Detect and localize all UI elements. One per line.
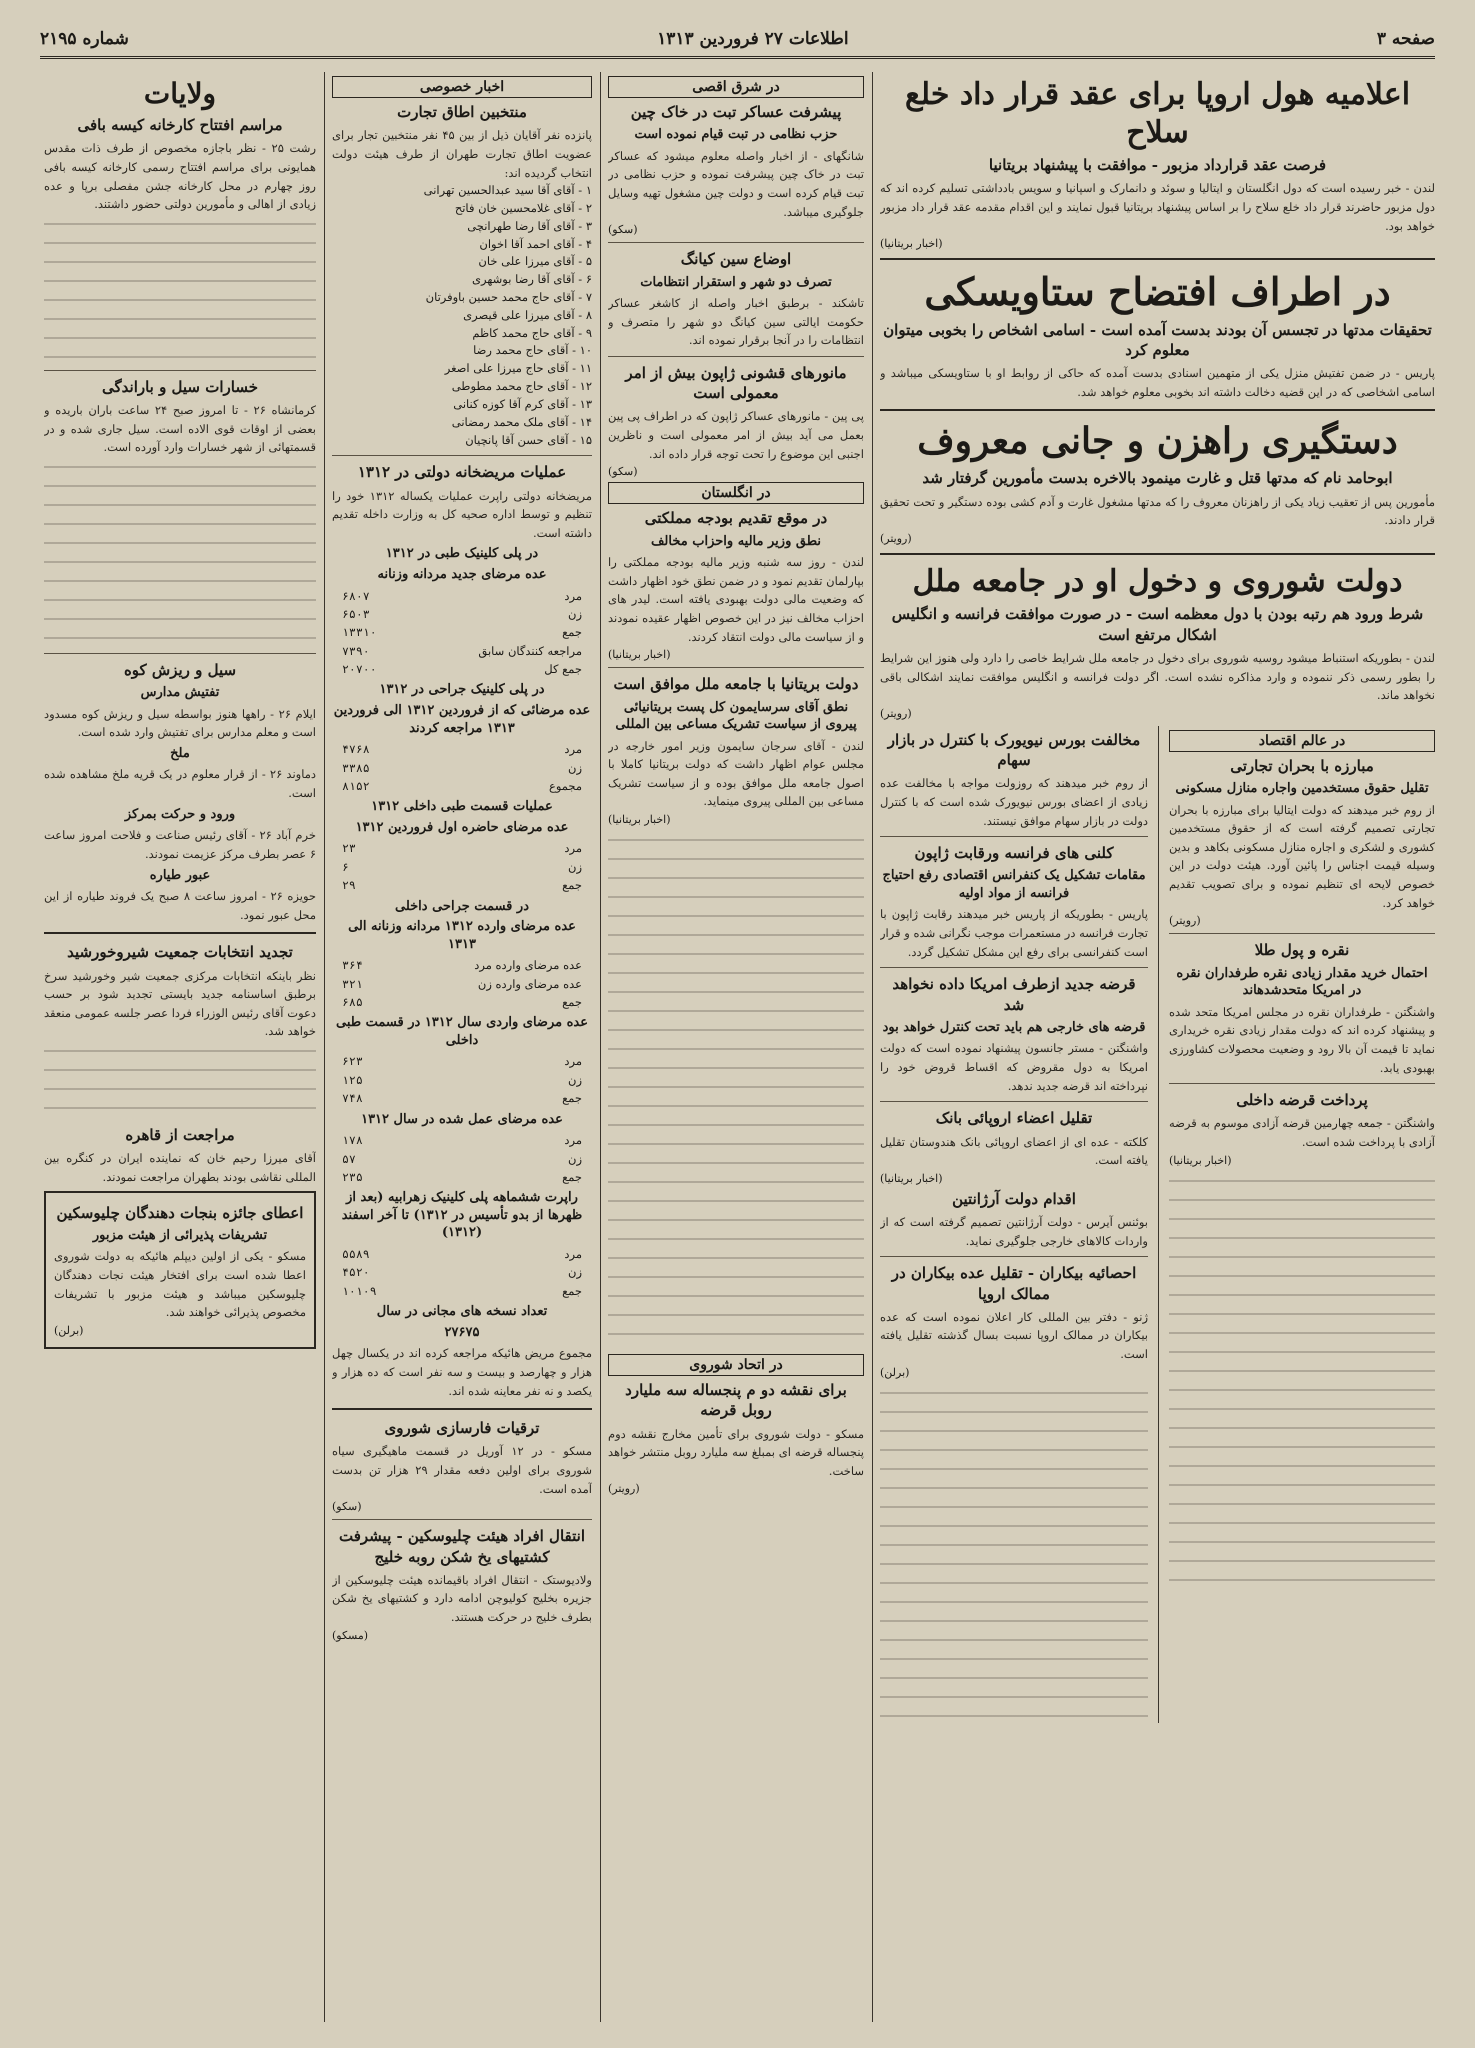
subhead-debt: قرضه های خارجی هم باید تحت کنترل خواهد بود (882, 1019, 1146, 1035)
subhead-internal-surgery: عده مرضای وارده ۱۳۱۲ مردانه وزنانه الی ۱۳۱۳ (348, 919, 576, 952)
divider (608, 356, 864, 357)
stat-value: ۱۰۱۰۹ (342, 1283, 377, 1298)
headline-argentina: اقدام دولت آرژانتین (952, 1189, 1076, 1208)
article-gold: واشنگتن - طرفداران نقره در مجلس امریکا متحد شده و پیشنهاد کرده اند که دولت مقدار زیادی نقره خریداری نماید تا قیمت آن بالا رود و وضعیت محصولات کشاورزی بهبودی یابد. (1168, 1004, 1435, 1075)
stat-row (332, 1150, 592, 1168)
stat-label: زن (568, 859, 582, 874)
stat-row (332, 839, 592, 857)
headline-soviet-fishing: ترقیات فارسازی شوروی (384, 1419, 540, 1438)
stat-row (332, 740, 592, 758)
headline-internal-surgery: در قسمت جراحی داخلی (394, 898, 529, 914)
column-foreign-news (880, 72, 1435, 2022)
source-japan-maneuvers: (سکو) (608, 465, 638, 479)
source-bank: (اخبار بریتانیا) (880, 1171, 943, 1185)
member-item: ۸ - آقای میرزا علی قیصری (463, 307, 592, 322)
stats-internal-surgery (332, 956, 592, 1011)
stat-label: مرد (564, 841, 582, 856)
column-provinces (44, 72, 316, 2022)
stat-row (332, 587, 592, 605)
headline-airplane: عبور طیاره (149, 867, 211, 883)
stat-value: ۳۲۱ (342, 976, 363, 991)
article-japan-rivalry: پاریس - بطوریکه از پاریس خبر میدهند رقابت ژاپون با تجارت فرانسه در مستعمرات موجب نگرانی شده و قرار است کنفرانسی برای رفع این مشکل تشکیل گردد. (880, 907, 1148, 959)
stat-row (332, 1282, 592, 1300)
stat-row (332, 605, 592, 623)
headline-tibet: پیشرفت عساکر تبت در خاک چین (630, 103, 842, 121)
article-debt: واشنگتن - مستر جانسون پیشنهاد نموده است که دولت امریکا به دول مقروض که اقساط قروض خود را نپرداخته اند قرضه جدید ندهد. (880, 1041, 1148, 1093)
member-item: ۴ - آقای احمد آقا اخوان (479, 236, 592, 251)
column-rule (872, 72, 873, 2022)
article-five-year-loan: مسکو - دولت شوروی برای تأمین مخارج نقشه دوم پنجساله قرضه ای بمبلغ سه ملیارد روبل منتشر خواهد ساخت. (608, 1426, 864, 1478)
stat-value: ۴۵۲۰ (342, 1265, 370, 1280)
column-rule (600, 72, 601, 2022)
stat-value: ۷۳۹۰ (342, 643, 370, 658)
text-continuation (1169, 1171, 1435, 1591)
stat-value: ۲۳۵ (342, 1169, 363, 1184)
member-item: ۵ - آقای میرزا علی خان (478, 254, 592, 269)
source-award: (برلن) (54, 1323, 84, 1337)
stat-row (332, 1168, 592, 1186)
stats-operations (332, 1131, 592, 1186)
member-item: ۲ - آقای غلامحسین خان فاتح (454, 200, 592, 215)
stats-internal-medicine (332, 839, 592, 894)
subhead-disarmament: فرصت عقد قرارداد مزبور - موافقت با پیشنهاد بریتانیا (988, 156, 1327, 174)
article-argentina: بوئنس آیرس - دولت آرژانتین تصمیم گرفته است که از واردات کالاهای خارجی جلوگیری نماید. (880, 1215, 1148, 1248)
headline-soviet-league: دولت شوروی و دخول او در جامعه ملل (912, 563, 1403, 599)
headline-bank: تقلیل اعضاء اروپائی بانک (935, 1109, 1093, 1128)
headline-free-prescriptions: تعداد نسخه های مجانی در سال (376, 1304, 548, 1320)
headline-operations: عده مرضای عمل شده در سال ۱۳۱۲ (361, 1111, 563, 1127)
article-airplane: حویزه ۲۶ - امروز ساعت ۸ صبح یک فروند طیاره از این محل عبور نمود. (44, 889, 316, 922)
headline-disarmament: اعلامیه هول اروپا برای عقد قرار داد خلع سلاح (904, 77, 1411, 150)
member-item: ۱۵ - آقای حسن آقا پانچیان (465, 432, 592, 447)
headline-japan-maneuvers: مانورهای قشونی ژاپون بیش از امر معمولی است (625, 363, 847, 403)
divider (332, 1519, 592, 1520)
article-sinkiang: تاشکند - برطبق اخبار واصله از کاشغر عساکر حکومت ایالتی سین کیانگ دو شهر را متصرف و انتظامات را در آنجا برقرار نموده اند. (608, 296, 864, 348)
stat-label: زن (568, 1265, 582, 1280)
article-red-lion: نظر باینکه انتخابات مرکزی جمعیت شیر وخورشید سرخ برطبق اساسنامه جدید بایستی تجدید شود بر حسب دعوت آقای رئیس الوزراء فردا عصر جلسه عمومی منعقد خواهد شد. (44, 968, 316, 1039)
source-disarmament: (اخبار بریتانیا) (880, 237, 943, 251)
stat-label: جمع (562, 1169, 582, 1184)
stat-row (332, 1089, 592, 1107)
source-bandit: (رویتر) (880, 531, 912, 545)
headline-locusts: ملخ (170, 745, 190, 761)
article-soviet-fishing: مسکو - در ۱۲ آوریل در قسمت ماهیگیری سیاه شوروی برای اولین دفعه مقدار ۲۹ هزار تن بدست آمده است. (332, 1444, 592, 1496)
stat-value: ۲۳ (342, 841, 356, 856)
article-budget: لندن - روز سه شنبه وزیر مالیه بودجه مملکتی را بپارلمان تقدیم نمود و در ضمن نطق خود اظهار داشت که وضعیت مالی دولت بهبودی یافته است. لیدر های احزاب مخالف نیز در این خصوص اظهار عقیده نمودند و از سیاست مالی دولت انتقاد کردند. (608, 555, 864, 644)
stat-value: ۲۹ (342, 878, 356, 893)
divider (880, 1256, 1148, 1257)
stat-row (332, 956, 592, 974)
stat-value: ۵۷ (342, 1151, 356, 1166)
stat-label: زن (568, 1151, 582, 1166)
text-continuation (44, 1041, 316, 1121)
headline-debt: قرضه جدید ازطرف امریکا داده نخواهد شد (892, 975, 1136, 1014)
stat-label: زن (568, 1072, 582, 1087)
stat-value: ۱۲۵ (342, 1072, 363, 1087)
headline-internal-medicine: عملیات قسمت طبی داخلی ۱۳۱۲ (371, 799, 553, 815)
headline-unemployment: احصائیه بیکاران - تقلیل عده بیکاران در ممالک اروپا (891, 1264, 1137, 1303)
stats-clinic-surgery (332, 740, 592, 795)
stat-label: مرد (564, 588, 582, 603)
member-item: ۶ - آقای آقا رضا بوشهری (472, 272, 592, 287)
member-item: ۳ - آقای آقا رضا طهرانچی (467, 218, 592, 233)
headline-sinkiang: اوضاع سین کیانگ (680, 250, 792, 269)
text-continuation (880, 1383, 1148, 1723)
stat-value: ۳۳۸۵ (342, 760, 370, 775)
stat-row (332, 876, 592, 894)
article-bank: کلکته - عده ای از اعضای اروپائی بانک هندوستان تقلیل یافته است. (880, 1134, 1148, 1168)
section-economy: در عالم اقتصاد (1169, 730, 1435, 752)
boxed-chelyuskin-award (44, 1191, 316, 1349)
article-landslide: ایلام ۲۶ - راهها هنوز بواسطه سیل و ریزش کوه مسدود است و معلم مدارس برای تفتیش وارد شده است. (44, 706, 316, 740)
stat-value: ۳۶۴ (342, 958, 363, 973)
subhead-gold: احتمال خرید مقدار زیادی نقره طرفداران نقره در امریکا متحدشدهاند (1176, 965, 1428, 999)
headline-bourse: مخالفت بورس نیویورک با کنترل در بازار سهام (887, 730, 1141, 769)
stat-value: ۱۳۳۱۰ (342, 625, 377, 640)
economy-column (1169, 726, 1435, 1723)
article-factory: رشت ۲۵ - نظر باجازه مخصوص از طرف ذات مقدس همایونی برای مراسم افتتاح رسمی کارخانه کیسه بافی روز چهارم در محل کارخانه جشن مفصلی برپا و عده زیادی از اهالی و مأمورین دولتی حضور داشتند. (44, 141, 316, 212)
stat-value: ۶۲۳ (342, 1054, 363, 1069)
headline-hospital: عملیات مریضخانه دولتی در ۱۳۱۲ (357, 463, 567, 482)
article-loan: واشنگتن - جمعه چهارمین قرضه آزادی موسوم به قرضه آزادی با پرداخت شده است. (1168, 1116, 1435, 1150)
stats-admissions (332, 1052, 592, 1107)
member-item: ۱ - آقای آقا سید عبدالحسین تهرانی (423, 183, 592, 198)
subhead-landslide: تفتیش مدارس (140, 685, 220, 701)
article-unemployment: ژنو - دفتر بین المللی کار اعلان نموده است که عده بیکاران در ممالک اروپا نسبت بسال گذشته تقلیل یافته است. (880, 1309, 1148, 1362)
article-arrival: خرم آباد ۲۶ - آقای رئیس صناعت و فلاحت امروز ساعت ۶ عصر بطرف مرکز عزیمت نمودند. (44, 828, 316, 861)
stat-value: ۱۷۸ (342, 1133, 363, 1148)
stat-label: جمع (562, 625, 582, 640)
section-far-east: در شرق اقصی (608, 76, 864, 98)
member-item: ۷ - آقای حاج محمد حسین باوفرتان (425, 290, 592, 304)
stat-value: ۶۸۵ (342, 994, 363, 1009)
subhead-award: تشریفات پذیرائی از هیئت مزبور (92, 1227, 268, 1243)
source-chelyuskin: (مسکو) (332, 1628, 369, 1642)
section-provinces: ولایات (143, 77, 217, 110)
text-continuation (44, 214, 316, 364)
column-rule (1158, 726, 1159, 1723)
source-unemployment: (برلن) (880, 1365, 910, 1379)
section-ussr: در اتحاد شوروی (608, 1354, 864, 1376)
article-league-support: لندن - آقای سرجان سایمون وزیر امور خارجه در مجلس عوام اظهار داشت که دولت بریتانیا کاملا با اصول جامعه ملل موافق بوده و از سیاست تشریک مساعی بین المللی پیروی مینماید. (608, 738, 864, 809)
headline-zahrabieh: راپرت ششماهه پلی کلینیک زهرابیه (بعد از ظهرها از بدو تأسیس در ۱۳۱۲) تا آخر اسفند (۱۳۱۲) (341, 1190, 583, 1241)
source-five-year-loan: (رویتر) (608, 1482, 640, 1496)
divider (1169, 1083, 1435, 1084)
stat-row (332, 1052, 592, 1070)
business-column (880, 726, 1148, 1723)
stat-value: ۶۸۰۷ (342, 588, 370, 603)
article-economy: از روم خبر میدهند که دولت ایتالیا برای مبارزه با بحران تجارتی تصمیم گرفته است که از حقوق مستخدمین کشوری و لشکری و اجاره منازل مسکونی بکاهد و بدین وسیله قیمت اجناس را پائین آورد. هیئت دولت در این خصوص لایحه ای تنظیم نموده و برای تصویب تقدیم خواهد کرد. (1168, 802, 1435, 910)
divider (880, 409, 1435, 411)
stat-value: ۷۴۸ (342, 1091, 363, 1106)
article-stavisky: پاریس - در ضمن تفتیش منزل یکی از متهمین اسنادی بدست آمده که حاکی از روابط او با ستاویسکی میباشد و اسامی اشخاصی که در این قضیه دخالت داشته اند بخوبی معلوم خواهد شد. (880, 366, 1435, 399)
headline-budget: در موقع تقدیم بودجه مملکتی (644, 509, 828, 528)
subhead-stavisky: تحقیقات مدتها در تجسس آن بودند بدست آمده است - اسامی اشخاص را بخوبی میتوان معلوم کرد (883, 320, 1432, 359)
headline-five-year-loan: برای نقشه دو م پنجساله سه ملیارد روبل قرضه (625, 1381, 847, 1420)
member-item: ۱۴ - آقای ملک محمد رمضانی (451, 414, 592, 429)
article-tibet: شانگهای - از اخبار واصله معلوم میشود که عساکر تبت در خاک چین پیشرفت نموده و حزب نظامی در تبت قیام کرده است و دولت چین مشغول تهیه وسایل جلوگیری میباشد. (608, 148, 864, 219)
headline-admissions: عده مرضای واردی سال ۱۳۱۲ در قسمت طبی داخلی (335, 1015, 589, 1048)
article-locusts: دماوند ۲۶ - از قرار معلوم در یک قریه ملخ مشاهده شده است. (44, 767, 316, 801)
page-number: صفحه ۳ (1376, 29, 1435, 49)
stat-row (332, 660, 592, 678)
section-england: در انگلستان (608, 482, 864, 504)
headline-gold: نقره و پول طلا (1254, 941, 1350, 960)
subhead-clinic-surgery: عده مرضائی که از فروردین ۱۳۱۲ الی فروردین ۱۳۱۳ مراجعه کردند (333, 703, 591, 736)
stat-row (332, 759, 592, 777)
headline-factory: مراسم افتتاح کارخانه کیسه بافی (77, 116, 283, 134)
text-continuation (608, 830, 864, 1350)
divider (880, 967, 1148, 968)
stat-label: جمع (562, 878, 582, 893)
stat-row (332, 993, 592, 1011)
column-rule (324, 72, 325, 2022)
subhead-bandit: ابوحامد نام که مدتها قتل و غارت مینمود بالاخره بدست مأمورین گرفتار شد (922, 469, 1393, 488)
subhead-economy: تقلیل حقوق مستخدمین واجاره منازل مسکونی (1175, 781, 1429, 796)
headline-flood: خسارات سیل و باراندگی (102, 377, 258, 396)
stat-label: جمع (562, 994, 582, 1009)
stat-label: مرد (564, 1054, 582, 1069)
divider (332, 455, 592, 456)
stat-row (332, 1263, 592, 1281)
column-domestic (332, 72, 592, 2022)
stat-value: ۵۵۸۹ (342, 1247, 370, 1261)
article-flood: کرمانشاه ۲۶ - تا امروز صبح ۲۴ ساعت باران باریده و بعضی از اوقات قوی الاده است. سیل جاری شده و در قسمتهائی از شهر خسارات وارد آورده است. (44, 403, 316, 455)
article-disarmament: لندن - خبر رسیده است که دول انگلستان و ایتالیا و سوئد و دانمارک و اسپانیا و سویس بادداشتی تسلیم کرده اند که دول مزبور حاضرند قرار داد خلع سلاح را بر اساس پیشنهاد بریتانیا قبول نمایند و این اقدام مقدمه عقد قرار داد مزبور خواهد بود. (880, 181, 1435, 233)
subhead-budget: نطق وزیر مالیه واحزاب مخالف (650, 533, 822, 549)
stat-label: عده مرضای وارده زن (477, 976, 582, 991)
stat-value: ۲۰۷۰۰ (342, 662, 377, 677)
subhead-soviet-league: شرط ورود هم رتبه بودن با دول معظمه است - در صورت موافقت فرانسه و انگلیس اشکال مرتفع است (891, 605, 1424, 644)
masthead (40, 22, 1435, 59)
text-continuation (44, 457, 316, 647)
subhead-sinkiang: تصرف دو شهر و استقرار انتظامات (640, 274, 832, 290)
lower-split (880, 726, 1435, 1723)
paper-date: اطلاعات ۲۷ فروردین ۱۳۱۳ (657, 29, 849, 49)
subhead-clinic-medical: عده مرضای جدید مردانه وزنانه (377, 566, 547, 582)
stat-label: جمع (562, 1283, 582, 1298)
stat-label: مرد (564, 1247, 582, 1261)
stat-row (332, 1131, 592, 1149)
stat-label: جمع (562, 1091, 582, 1106)
article-bandit: مأمورین پس از تعقیب زیاد یکی از راهزنان معروف را که مدتها مشغول غارت و آدم کشی بوده دستگیر و تحت تحقیق قرار دادند. (880, 494, 1435, 528)
divider (608, 667, 864, 668)
stat-label: مجموع (548, 778, 582, 793)
subhead-league-support: نطق آقای سرسایمون کل پست بریتانیائی پیروی از سیاست تشریک مساعی بین المللی (615, 699, 857, 733)
headline-stavisky: در اطراف افتضاح ستاویسکی (924, 269, 1391, 315)
member-item: ۹ - آقای حاج محمد کاظم (472, 325, 592, 340)
stat-row (332, 1245, 592, 1263)
stat-label: زن (568, 606, 582, 621)
subhead-japan-rivalry: مقامات تشکیل یک کنفرانس اقتصادی رفع احتیاج فرانسه از مواد اولیه (882, 868, 1146, 901)
article-bourse: از روم خبر میدهند که روزولت مواجه با مخالفت عده زیادی از اعضای بورس نیویورک شده است که با کنترل دولت در بازار سهام موافق نیستند. (880, 776, 1148, 828)
headline-clinic-medical: در پلی کلینیک طبی در ۱۳۱۲ (385, 546, 539, 562)
value-free-prescriptions: ۲۷۶۷۵ (444, 1324, 480, 1340)
stat-row (332, 642, 592, 660)
source-league-support: (اخبار بریتانیا) (608, 813, 671, 827)
source-soviet-league: (رویتر) (880, 706, 912, 720)
headline-clinic-surgery: در پلی کلینیک جراحی در ۱۳۱۲ (379, 682, 545, 698)
headline-red-lion: تجدید انتخابات جمعیت شیروخورشید (67, 943, 293, 962)
stat-value: ۶ (342, 859, 349, 874)
stat-label: جمع کل (544, 662, 582, 677)
source-soviet-fishing: (سکو) (332, 1500, 362, 1514)
divider (44, 932, 316, 934)
headline-award: اعطای جائزه بنجات دهندگان چلیوسکین (56, 1203, 304, 1222)
source-tibet: (سکو) (608, 223, 638, 237)
source-economy: (رویتر) (1168, 914, 1201, 928)
headline-loan: پرداخت قرضه داخلی (1236, 1091, 1368, 1110)
article-award: مسکو - یکی از اولین دیپلم هائیکه به دولت شوروی اعطا شده است برای افتخار هیئت نجات دهندگان چلیوسکین میباشد و هیئت مزبور با تشریفات مخصوص پذیرائی خواهند شد. (54, 1249, 306, 1320)
stat-label: عده مرضای وارده مرد (474, 958, 582, 973)
headline-bandit: دستگیری راهزن و جانی معروف (917, 420, 1398, 463)
headline-league-support: دولت بریتانیا با جامعه ملل موافق است (613, 675, 859, 694)
stat-label: زن (568, 760, 582, 775)
stat-value: ۶۵۰۳ (342, 606, 370, 621)
stat-value: ۴۷۶۸ (342, 742, 370, 757)
source-loan: (اخبار بریتانیا) (1168, 1153, 1232, 1167)
member-item: ۱۲ - آقای حاج محمد مطوطی (451, 379, 592, 394)
headline-landslide: سیل و ریزش کوه (123, 660, 237, 679)
member-item: ۱۰ - آقای حاج محمد رضا (473, 343, 592, 358)
article-hospital-summary: مجموع مریض هائیکه مراجعه کرده اند در یکسال چهل هزار و چهارصد و بیست و سه نفر است که ده هزار و یکصد و نه نفر معاینه شده اند. (332, 1346, 592, 1398)
stat-row (332, 623, 592, 641)
member-item: ۱۱ - آقای حاج میرزا علی اصغر (444, 361, 592, 376)
members-list (332, 182, 592, 449)
stat-row (332, 777, 592, 795)
section-private-news: اخبار خصوصی (332, 76, 592, 98)
issue-number: شماره ۲۱۹۵ (40, 29, 129, 49)
stat-row (332, 858, 592, 876)
stat-label: مرد (564, 1133, 582, 1148)
article-cairo: آقای میرزا رحیم خان که نماینده ایران در کنگره بین المللی نقاشی بودند بطهران مراجعت نمودند. (44, 1151, 316, 1184)
divider (332, 1408, 592, 1410)
stat-row (332, 1071, 592, 1089)
divider (880, 1101, 1148, 1102)
divider (1169, 933, 1435, 934)
headline-chamber: منتخبین اطاق تجارت (397, 103, 527, 121)
divider (880, 258, 1435, 260)
divider (608, 242, 864, 243)
column-far-east (608, 72, 864, 2022)
headline-chelyuskin: انتقال افراد هیئت چلیوسکین - پیشرفت کشتیهای یخ شکن روبه خلیج (339, 1527, 585, 1566)
article-soviet-league: لندن - بطوریکه استنباط میشود روسیه شوروی برای دخول در جامعه ملل شرایط خاصی را دارد ولی هنوز این شرایط را بطور رسمی ذکر ننموده و وارد مذاکره نشده است. اگر دولت فرانسه و انگلیس موافقت نمایند اشکالی باقی نخواهد ماند. (880, 650, 1435, 703)
headline-japan-rivalry: کلنی های فرانسه ورقابت ژاپون (914, 844, 1114, 863)
stat-label: مرد (564, 742, 582, 757)
subhead-tibet: حزب نظامی در تبت قیام نموده است (634, 127, 838, 143)
divider (880, 836, 1148, 837)
article-hospital: مریضخانه دولتی راپرت عملیات یکساله ۱۳۱۲ خود را تنظیم و توسط اداره صحیه کل به وزارت داخله تقدیم داشته است. (332, 488, 592, 540)
article-chamber: پانزده نفر آقایان ذیل از بین ۴۵ نفر منتخبین تجار برای عضویت اطاق تجارت طهران از طرف هیئت دولت انتخاب گردیده اند: (332, 128, 592, 180)
divider (44, 370, 316, 371)
divider (44, 653, 316, 654)
source-budget: (اخبار بریتانیا) (608, 648, 671, 662)
divider (880, 553, 1435, 555)
stat-label: مراجعه کنندگان سابق (478, 643, 582, 658)
stats-clinic-medical (332, 587, 592, 679)
stats-zahrabieh (332, 1245, 592, 1300)
article-chelyuskin: ولادیوستک - انتقال افراد باقیمانده هیئت چلیوسکین از جزیره بخلیج کولیوچن ادامه دارد و کشتیهای یخ شکن بطرف خلیج در حرکت هستند. (332, 1572, 592, 1625)
stat-value: ۸۱۵۲ (342, 778, 370, 793)
stat-row (332, 975, 592, 993)
article-japan-maneuvers: پی پین - مانورهای عساکر ژاپون که در اطراف پی پین بعمل می آید بیش از امر معمولی است و ناظرین اجنبی این موضوع را تحت توجه قرار داده اند. (608, 409, 864, 461)
subhead-internal-medicine: عده مرضای حاضره اول فروردین ۱۳۱۲ (355, 819, 569, 835)
headline-economy: مبارزه با بحران تجارتی (1230, 756, 1374, 775)
member-item: ۱۳ - آقای کرم آقا کوزه کنانی (453, 396, 592, 411)
headline-cairo: مراجعت از قاهره (125, 1126, 235, 1145)
headline-arrival: ورود و حرکت بمرکز (124, 806, 236, 822)
